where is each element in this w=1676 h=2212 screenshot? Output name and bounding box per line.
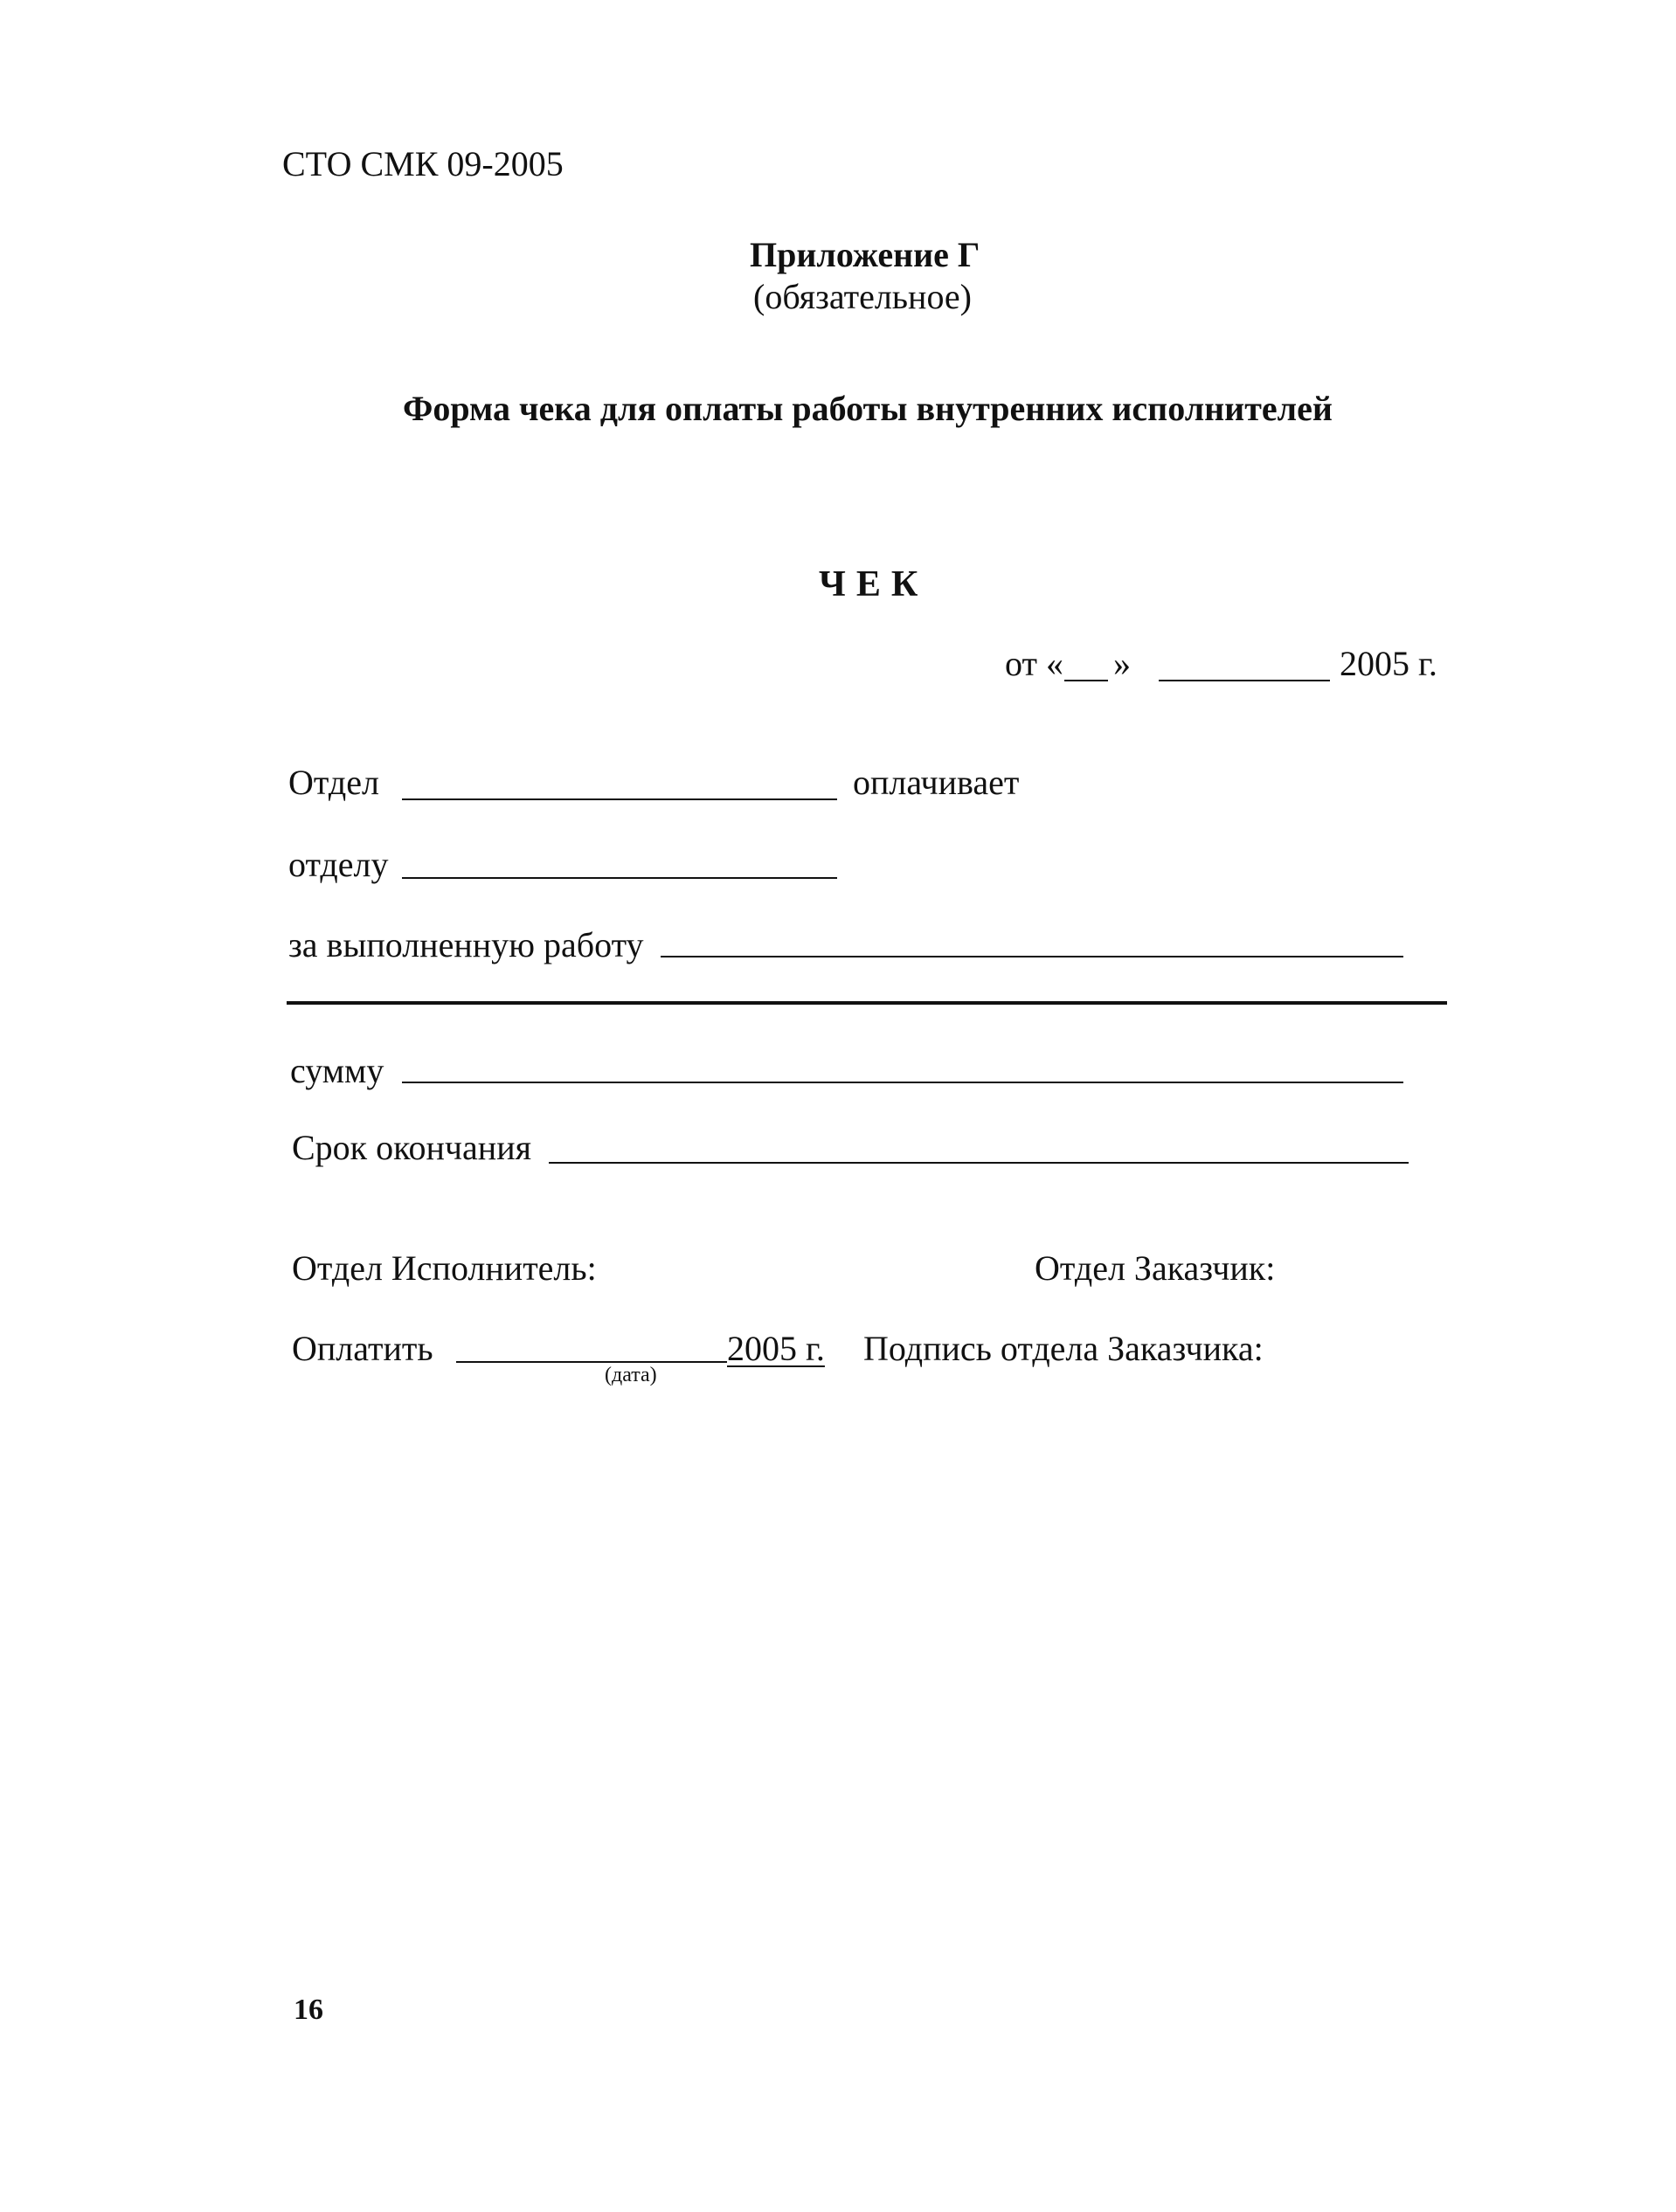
form-title: Форма чека для оплаты работы внутренних исполнителей	[403, 389, 1333, 428]
pay-date-blank[interactable]	[456, 1361, 727, 1363]
date-prefix: от «	[1005, 644, 1063, 683]
appendix-status: (обязательное)	[753, 277, 972, 316]
to-department-label: отделу	[288, 845, 389, 884]
for-work-continuation-blank[interactable]	[287, 1001, 1447, 1005]
deadline-label: Срок окончания	[292, 1128, 532, 1167]
pay-label: Оплатить	[292, 1329, 433, 1368]
department-blank[interactable]	[402, 798, 837, 800]
to-department-blank[interactable]	[402, 877, 837, 879]
date-mid: »	[1113, 644, 1131, 683]
pays-label: оплачивает	[853, 763, 1020, 802]
date-day-blank[interactable]	[1064, 680, 1108, 681]
pay-year: 2005 г.	[727, 1329, 825, 1368]
check-heading: ЧЕК	[819, 564, 929, 605]
document-code: СТО СМК 09-2005	[282, 144, 564, 183]
for-work-label: за выполненную работу	[288, 925, 644, 964]
sum-label: сумму	[290, 1051, 384, 1090]
sum-blank[interactable]	[402, 1082, 1403, 1083]
customer-department-label: Отдел Заказчик:	[1035, 1248, 1276, 1288]
date-year: 2005 г.	[1340, 644, 1437, 683]
for-work-blank[interactable]	[661, 956, 1403, 957]
executor-department-label: Отдел Исполнитель:	[292, 1248, 597, 1288]
department-label: Отдел	[288, 763, 379, 802]
deadline-blank[interactable]	[549, 1162, 1409, 1164]
date-month-blank[interactable]	[1159, 680, 1330, 681]
appendix-title: Приложение Г	[750, 235, 980, 274]
date-hint: (дата)	[605, 1364, 657, 1386]
customer-signature-label: Подпись отдела Заказчика:	[863, 1329, 1264, 1368]
page-number: 16	[294, 1994, 323, 2026]
